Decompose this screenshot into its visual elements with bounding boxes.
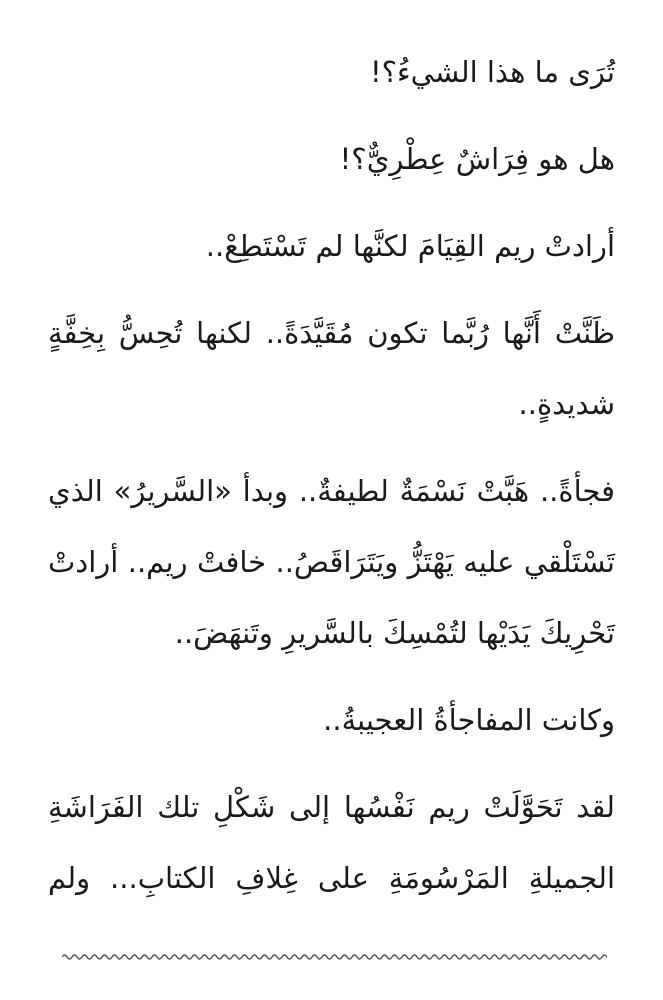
- text-line-1: تُرَى ما هذا الشيءُ؟!: [370, 55, 615, 89]
- text-line-5: شديدةٍ..: [518, 387, 615, 421]
- text-line-9: وكانت المفاجأةُ العجيبةُ..: [323, 703, 615, 737]
- text-line-6: فجأةً.. هَبَّتْ نَسْمَةٌ لطيفةٌ.. وبدأ «السَّريرُ» الذي: [48, 474, 615, 508]
- text-line-3: أرادتْ ريم القِيَامَ لكنَّها لم تَسْتَطِعْ..: [205, 229, 615, 263]
- text-line-10: لقد تَحَوَّلَتْ ريم نَفْسُها إلى شَكْلِ تلك الفَرَاشَةِ: [48, 790, 615, 824]
- text-line-7: تَسْتَلْقي عليه يَهْتَزُّ ويَتَرَاقَصُ.. خافتْ ريم.. أرادتْ: [48, 545, 615, 579]
- text-line-4: ظَنَّتْ أَنَّها رُبَّما تكون مُقَيَّدَةً.. لكنها تُحِسُّ بِخِفَّةٍ: [48, 316, 615, 350]
- wavy-divider: [62, 950, 607, 964]
- text-line-2: هل هو فِرَاشٌ عِطْرِيٌّ؟!: [339, 142, 615, 176]
- text-line-8: تَحْرِيكَ يَدَيْها لتُمْسِكَ بالسَّريرِ وتَنهَضَ..: [174, 616, 615, 650]
- story-text: [48, 40, 615, 900]
- text-line-11: الجميلةِ المَرْسُومَةِ على غِلافِ الكتابِ... ولم: [48, 861, 615, 895]
